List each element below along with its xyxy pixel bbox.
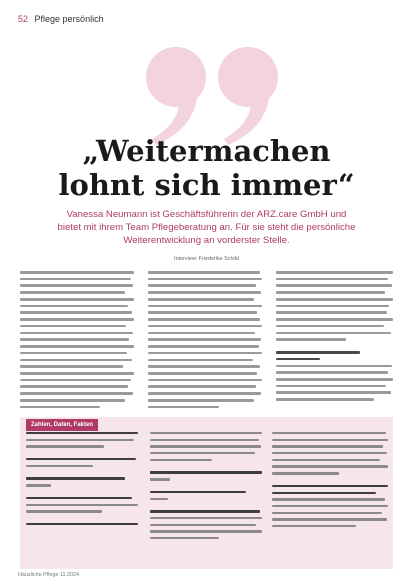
subtitle-line-3: Weiterentwicklung an vorderster Stelle. <box>123 235 290 246</box>
subtitle-line-1: Vanessa Neumann ist Geschäftsführerin der ARZ.care GmbH und <box>66 209 347 220</box>
page-footer: Häusliche Pflege 11.2024 <box>18 572 80 578</box>
subtitle-line-2: bietet mit ihrem Team Pflegeberatung an. Für sie steht die persönliche <box>57 222 356 233</box>
fact-box-column-2 <box>150 432 262 544</box>
closing-quote-icon <box>136 45 296 145</box>
article-headline <box>20 134 393 202</box>
headline-line-1: „Weitermachen <box>82 134 331 168</box>
fact-box-column-3 <box>272 432 388 532</box>
running-header <box>18 14 104 25</box>
fact-box-column-1 <box>26 432 138 530</box>
article-subtitle <box>24 208 389 247</box>
headline-line-2: lohnt sich immer“ <box>58 168 355 202</box>
body-column-1 <box>20 271 134 412</box>
body-column-2 <box>148 271 262 412</box>
section-title: Pflege persönlich <box>34 14 104 24</box>
article-byline: Interview: Friederike Schild <box>174 256 239 262</box>
page-number: 52 <box>18 14 29 24</box>
fact-box-title: Zahlen, Daten, Fakten <box>26 419 98 431</box>
body-column-3 <box>276 271 393 405</box>
